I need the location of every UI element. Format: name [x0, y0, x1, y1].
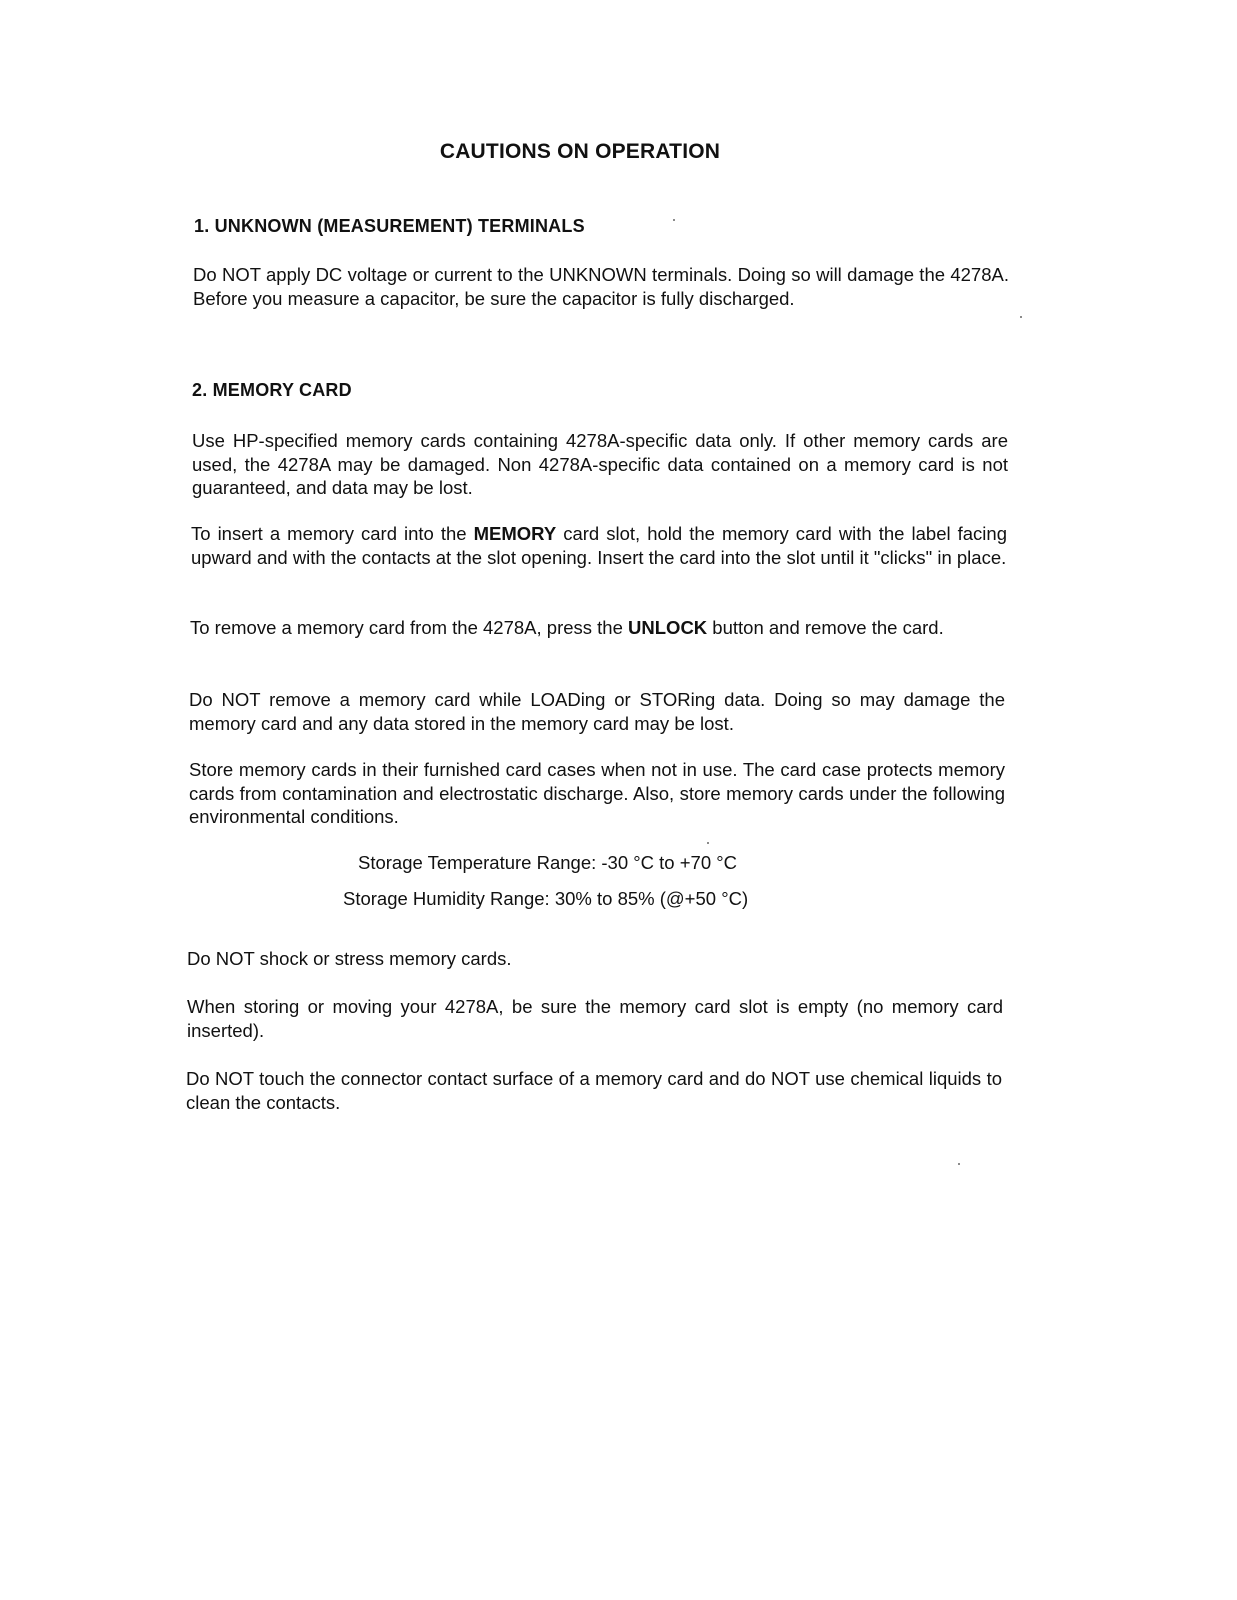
storage-temperature-range: Storage Temperature Range: -30 °C to +70 °C — [358, 852, 738, 873]
text-segment: To remove a memory card from the 4278A, press the — [190, 617, 629, 638]
section-heading-unknown-terminals: 1. UNKNOWN (MEASUREMENT) TERMINALS — [194, 216, 585, 236]
paragraph-remove-card — [190, 616, 1006, 640]
paragraph-unknown-terminals: Do NOT apply DC voltage or current to the UNKNOWN terminals. Doing so will damage the 4278A. Before you measure a capacitor, be sure the capacitor is fully discharged. — [193, 264, 1009, 309]
scan-speck — [1020, 316, 1022, 318]
scan-speck — [958, 1163, 960, 1165]
storage-humidity-range: Storage Humidity Range: 30% to 85% (@+50 °C) — [343, 888, 749, 909]
page-title: CAUTIONS ON OPERATION — [439, 140, 721, 163]
scan-speck — [673, 219, 675, 221]
paragraph-do-not-remove: Do NOT remove a memory card while LOADing or STORing data. Doing so may damage the memory card and any data stored in the memory card may be lost. — [189, 689, 1005, 734]
section-heading-memory-card: 2. MEMORY CARD — [192, 380, 352, 400]
text-segment: button and remove the card. — [707, 617, 944, 638]
text-segment: To insert a memory card into the — [191, 523, 474, 544]
paragraph-do-not-touch: Do NOT touch the connector contact surface of a memory card and do NOT use chemical liquids to clean the contacts. — [186, 1068, 1002, 1113]
paragraph-store-cards: Store memory cards in their furnished card cases when not in use. The card case protects memory cards from contamination and electrostatic discharge. Also, store memory cards under the following environmental conditions. — [189, 759, 1005, 827]
paragraph-insert-card — [191, 522, 1007, 569]
unlock-button-label: UNLOCK — [628, 617, 708, 638]
memory-slot-label: MEMORY — [473, 523, 557, 544]
paragraph-do-not-shock: Do NOT shock or stress memory cards. — [187, 948, 512, 969]
text-segment: card slot, hold the memory card with the label facing upward and with the contacts at the slot opening. Insert the card into the slot until it "clicks" in place. — [191, 523, 1007, 568]
scan-speck — [707, 842, 709, 844]
paragraph-storing-moving: When storing or moving your 4278A, be sure the memory card slot is empty (no memory card inserted). — [187, 996, 1003, 1041]
paragraph-hp-specified-cards: Use HP-specified memory cards containing 4278A-specific data only. If other memory cards are used, the 4278A may be damaged. Non 4278A-specific data contained on a memory card is not guaranteed, and data may be lost. — [192, 430, 1008, 498]
